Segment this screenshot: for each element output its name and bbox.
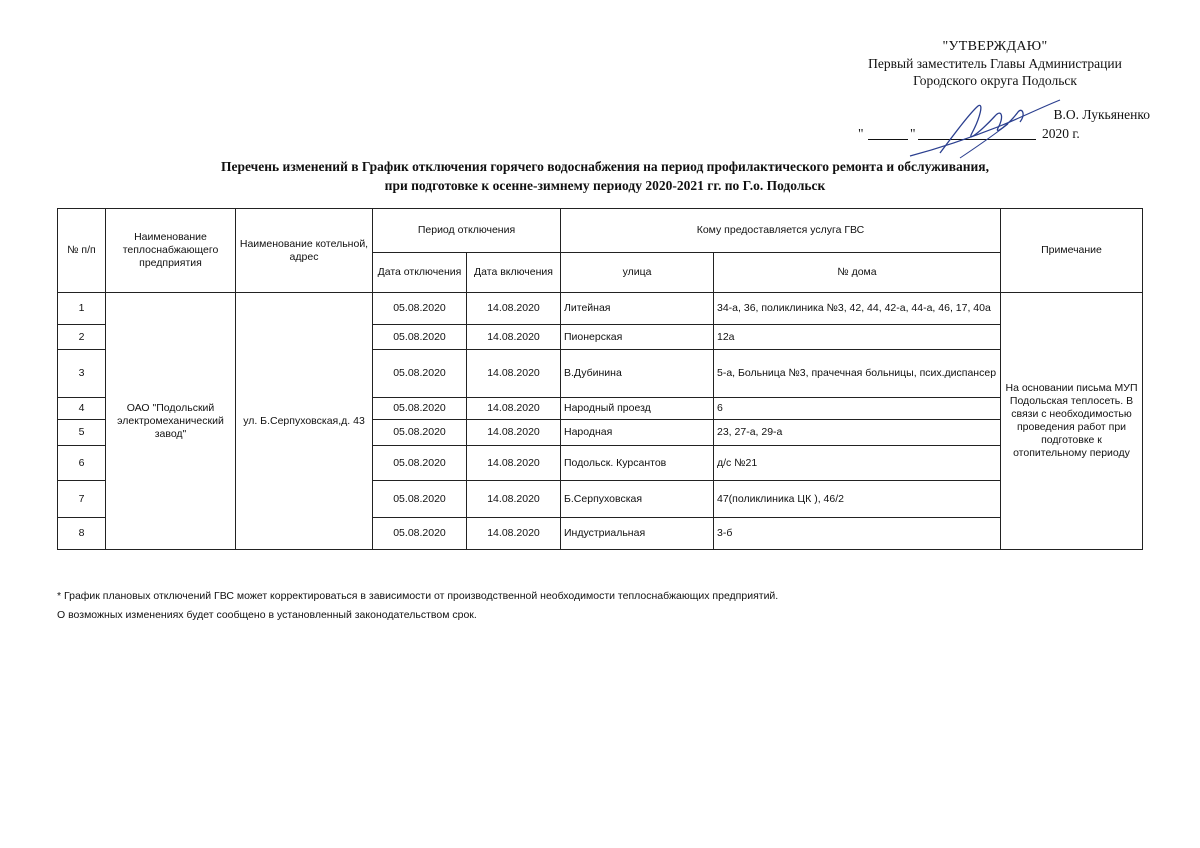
street-cell: Б.Серпуховская xyxy=(561,481,714,518)
on-date-cell: 14.08.2020 xyxy=(467,420,561,446)
off-date-cell: 05.08.2020 xyxy=(373,398,467,420)
document-title xyxy=(110,157,1100,195)
approval-stamp: "УТВЕРЖДАЮ" xyxy=(942,39,1048,54)
off-date-cell: 05.08.2020 xyxy=(373,325,467,350)
house-cell: 23, 27-а, 29-а xyxy=(714,420,1001,446)
header-note: Примечание xyxy=(1001,209,1143,293)
row-num: 8 xyxy=(58,518,106,550)
footnote xyxy=(57,587,1057,625)
row-num: 5 xyxy=(58,420,106,446)
off-date-cell: 05.08.2020 xyxy=(373,518,467,550)
boiler-cell: ул. Б.Серпуховская,д. 43 xyxy=(236,293,373,550)
off-date-cell: 05.08.2020 xyxy=(373,446,467,481)
date-open-quote: " xyxy=(858,126,864,141)
approval-position-line2: Городского округа Подольск xyxy=(913,73,1077,88)
street-cell: Народный проезд xyxy=(561,398,714,420)
header-period: Период отключения xyxy=(373,209,561,253)
house-cell: 5-а, Больница №3, прачечная больницы, псих.диспансер xyxy=(714,350,1001,398)
off-date-cell: 05.08.2020 xyxy=(373,350,467,398)
header-recipients: Кому предоставляется услуга ГВС xyxy=(561,209,1001,253)
title-line1: Перечень изменений в График отключения горячего водоснабжения на период профилактического ремонта и обслуживания, xyxy=(221,159,989,174)
on-date-cell: 14.08.2020 xyxy=(467,518,561,550)
header-street: улица xyxy=(561,253,714,293)
supplier-cell: ОАО "Подольский электромеханический завод" xyxy=(106,293,236,550)
on-date-cell: 14.08.2020 xyxy=(467,446,561,481)
header-row-1 xyxy=(58,209,1143,253)
header-boiler: Наименование котельной, адрес xyxy=(236,209,373,293)
schedule-table xyxy=(57,208,1143,550)
house-cell: 12а xyxy=(714,325,1001,350)
street-cell: В.Дубинина xyxy=(561,350,714,398)
off-date-cell: 05.08.2020 xyxy=(373,293,467,325)
header-num: № п/п xyxy=(58,209,106,293)
row-num: 2 xyxy=(58,325,106,350)
house-cell: 34-а, 36, поликлиника №3, 42, 44, 42-а, 44-а, 46, 17, 40а xyxy=(714,293,1001,325)
date-close-quote: " xyxy=(910,126,916,141)
house-cell: 3-б xyxy=(714,518,1001,550)
row-num: 1 xyxy=(58,293,106,325)
street-cell: Литейная xyxy=(561,293,714,325)
on-date-cell: 14.08.2020 xyxy=(467,325,561,350)
off-date-cell: 05.08.2020 xyxy=(373,420,467,446)
house-cell: 6 xyxy=(714,398,1001,420)
street-cell: Народная xyxy=(561,420,714,446)
on-date-cell: 14.08.2020 xyxy=(467,293,561,325)
on-date-cell: 14.08.2020 xyxy=(467,481,561,518)
approval-position-line1: Первый заместитель Главы Администрации xyxy=(868,56,1122,71)
row-num: 3 xyxy=(58,350,106,398)
on-date-cell: 14.08.2020 xyxy=(467,398,561,420)
table-row xyxy=(58,293,1143,325)
approver-name: В.О. Лукьяненко xyxy=(1053,107,1150,122)
row-num: 6 xyxy=(58,446,106,481)
date-year: 2020 г. xyxy=(1042,126,1080,141)
row-num: 7 xyxy=(58,481,106,518)
house-cell: д/с №21 xyxy=(714,446,1001,481)
footnote-line2: О возможных изменениях будет сообщено в установленный законодательством срок. xyxy=(57,609,477,621)
street-cell: Подольск. Курсантов xyxy=(561,446,714,481)
header-on-date: Дата включения xyxy=(467,253,561,293)
header-supplier: Наименование теплоснабжающего предприятия xyxy=(106,209,236,293)
note-cell: На основании письма МУП Подольская теплосеть. В связи с необходимостью проведения работ при подготовке к отопительному периоду xyxy=(1001,293,1143,550)
header-off-date: Дата отключения xyxy=(373,253,467,293)
header-house: № дома xyxy=(714,253,1001,293)
street-cell: Пионерская xyxy=(561,325,714,350)
row-num: 4 xyxy=(58,398,106,420)
on-date-cell: 14.08.2020 xyxy=(467,350,561,398)
footnote-line1: * График плановых отключений ГВС может корректироваться в зависимости от производственной необходимости теплоснабжающих предприятий. xyxy=(57,590,779,602)
house-cell: 47(поликлиника ЦК ), 46/2 xyxy=(714,481,1001,518)
title-line2: при подготовке к осенне-зимнему периоду 2020-2021 гг. по Г.о. Подольск xyxy=(384,178,826,193)
off-date-cell: 05.08.2020 xyxy=(373,481,467,518)
street-cell: Индустриальная xyxy=(561,518,714,550)
